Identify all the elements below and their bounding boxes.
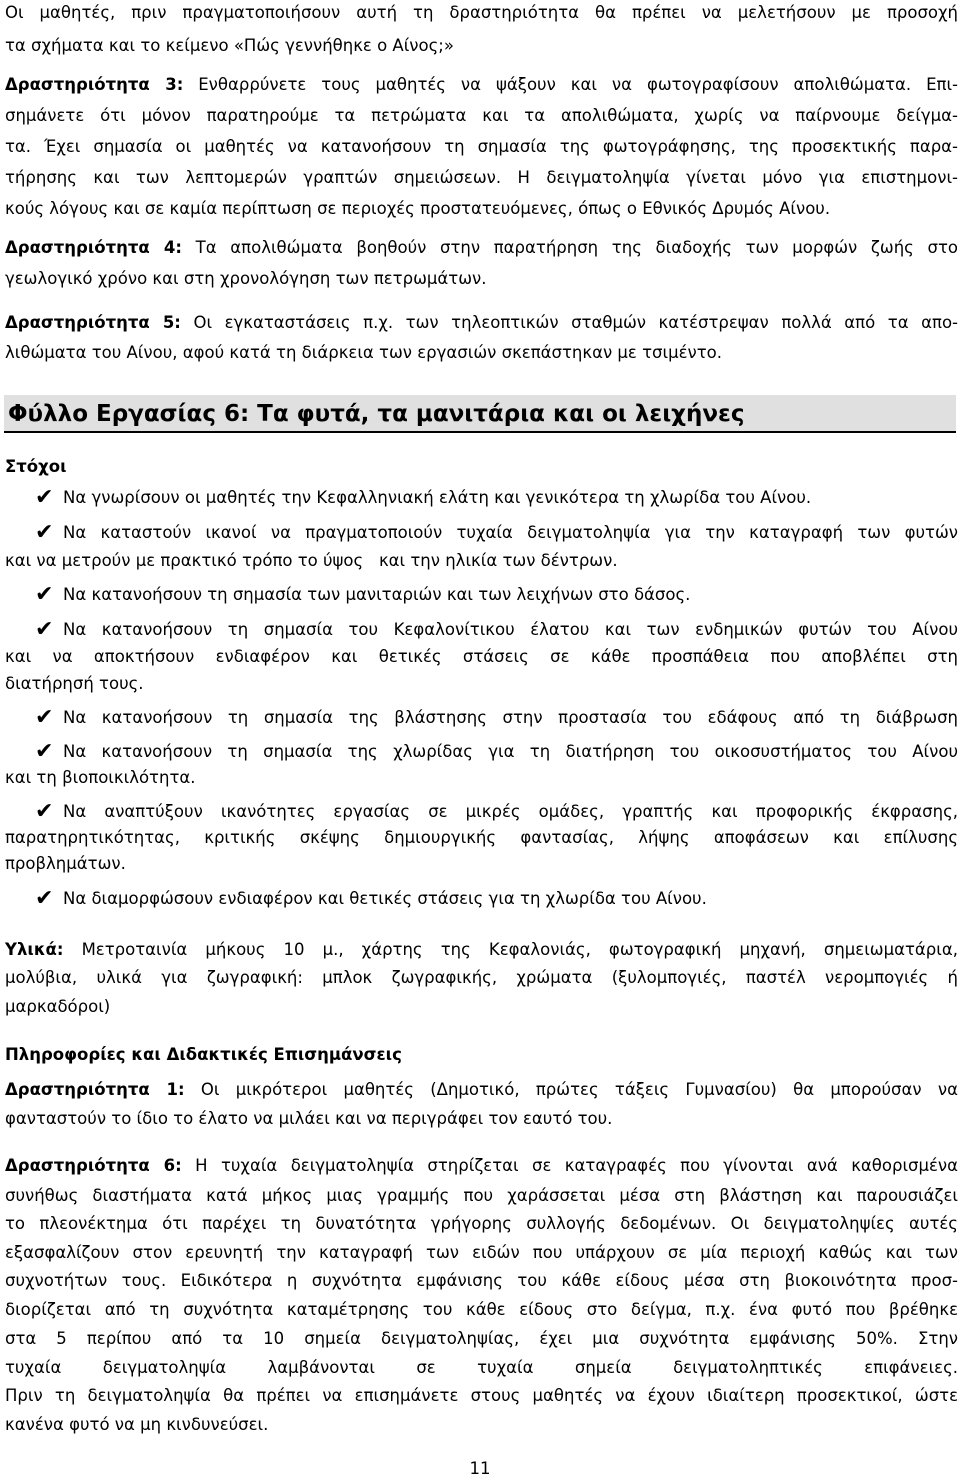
worksheet-title: Φύλλο Εργασίας 6: Τα φυτά, τα μανιτάρια και οι λειχήνες: [4, 395, 956, 433]
activity-6-line-7: στα 5 περίπου από τα 10 σημεία δειγματοληψίας, έχει μια συχνότητα εμφάνισης 50%. Στην: [5, 1329, 958, 1348]
goal-4-line-3: διατήρησή τους.: [5, 674, 144, 693]
page-number: 11: [469, 1459, 491, 1478]
activity-6-line-5: συχνοτήτων τους. Ειδικότερα η συχνότητα εμφάνισης του κάθε είδους μέσα στη βιοκοινότητα προσ-: [5, 1271, 958, 1290]
goal-6-line-1: Να κατανοήσουν τη σημασία της χλωρίδας για τη διατήρηση του οικοσυστήματος του Αίνου: [63, 742, 958, 761]
materials-line-2: μολύβια, υλικά για ζωγραφική: μπλοκ ζωγραφικής, χρώματα (ξυλομπογιές, παστέλ νερομπογιές ή: [5, 968, 958, 987]
activity-3-label: Δραστηριότητα 3:: [5, 75, 184, 94]
activity-3-line-4: τήρησης και των λεπτομερών γραπτών σημειώσεων. Η δειγματοληψία γίνεται μόνο για επιστημονι-: [5, 168, 958, 187]
materials-line-1: Υλικά: Μετροταινία μήκους 10 μ., χάρτης της Κεφαλονιάς, φωτογραφική μηχανή, σημειωματάρια,: [5, 940, 958, 959]
activity-6-line-8: τυχαία δειγματοληψία λαμβάνονται σε τυχαία σημεία δειγματοληπτικές επιφάνειες.: [5, 1358, 958, 1377]
activity-1-label: Δραστηριότητα 1:: [5, 1080, 185, 1099]
goal-6-line-2: και τη βιοποικιλότητα.: [5, 768, 196, 787]
activity-5-line-1: Δραστηριότητα 5: Οι εγκαταστάσεις π.χ. των τηλεοπτικών σταθμών κατέστρεψαν πολλά από τα απο-: [5, 313, 958, 332]
goal-5-line-1: Να κατανοήσουν τη σημασία της βλάστησης στην προστασία του εδάφους από τη διάβρωση: [63, 708, 958, 727]
activity-3-line-5: κούς λόγους και σε καμία περίπτωση σε περιοχές προστατευόμενες, όπως ο Εθνικός Δρυμός Αίνου.: [5, 199, 831, 218]
goal-7-line-1: Να αναπτύξουν ικανότητες εργασίας σε μικρές ομάδες, γραπτής και προφορικής έκφρασης,: [63, 802, 958, 821]
check-icon: ✔: [35, 582, 54, 607]
goal-2-line-2: και να μετρούν με πρακτικό τρόπο το ύψος και την ηλικία των δέντρων.: [5, 551, 618, 570]
activity-4-line-1: Δραστηριότητα 4: Τα απολιθώματα βοηθούν στην παρατήρηση της διαδοχής των μορφών ζωής στο: [5, 238, 958, 257]
activity-4-label: Δραστηριότητα 4:: [5, 238, 183, 257]
activity-4-line-2: γεωλογικό χρόνο και στη χρονολόγηση των πετρωμάτων.: [5, 269, 487, 288]
check-icon: ✔: [35, 705, 54, 730]
goal-7-line-3: προβλημάτων.: [5, 854, 126, 873]
activity-5-label: Δραστηριότητα 5:: [5, 313, 181, 332]
goal-4-line-2: και να αποκτήσουν ενδιαφέρον και θετικές στάσεις σε κάθε προσπάθεια που αποβλέπει στη: [5, 647, 958, 666]
activity-6-line-2: συνήθως διαστήματα κατά μήκος μιας γραμμής που χαράσσεται μέσα στη βλάστηση και παρουσιάζει: [5, 1186, 958, 1205]
goal-8-line-1: Να διαμορφώσουν ενδιαφέρον και θετικές στάσεις για τη χλωρίδα του Αίνου.: [63, 889, 707, 908]
activity-6-line-3: το πλεονέκτημα ότι παρέχει τη δυνατότητα γρήγορης συλλογής δεδομένων. Οι δειγματοληψίες αυτές: [5, 1214, 958, 1233]
intro-line-2: τα σχήματα και το κείμενο «Πώς γεννήθηκε ο Αίνος;»: [5, 36, 454, 55]
activity-1-line-1: Δραστηριότητα 1: Οι μικρότεροι μαθητές (Δημοτικό, πρώτες τάξεις Γυμνασίου) θα μπορούσαν να: [5, 1080, 958, 1099]
check-icon: ✔: [35, 485, 54, 510]
info-heading: Πληροφορίες και Διδακτικές Επισημάνσεις: [5, 1045, 402, 1064]
check-icon: ✔: [35, 520, 54, 545]
goal-3-line-1: Να κατανοήσουν τη σημασία των μανιταριών και των λειχήνων στο δάσος.: [63, 585, 691, 604]
goals-heading: Στόχοι: [5, 457, 67, 476]
goal-1-line-1: Να γνωρίσουν οι μαθητές την Κεφαλληνιακή ελάτη και γενικότερα τη χλωρίδα του Αίνου.: [63, 488, 812, 507]
check-icon: ✔: [35, 886, 54, 911]
check-icon: ✔: [35, 617, 54, 642]
activity-6-line-4: εξασφαλίζουν στον ερευνητή την καταγραφή των ειδών που υπάρχουν σε μία περιοχή καθώς και των: [5, 1243, 958, 1262]
materials-line-3: μαρκαδόροι): [5, 997, 111, 1016]
activity-6-line-6: διορίζεται από τη συχνότητα καταμέτρησης του κάθε είδους στο δείγμα, π.χ. ένα φυτό που βρέθηκε: [5, 1300, 958, 1319]
activity-3-line-3: τα. Έχει σημασία οι μαθητές να κατανοήσουν τη σημασία της φωτογράφησης, της προσεκτικής παρα-: [5, 137, 958, 156]
check-icon: ✔: [35, 799, 54, 824]
activity-5-line-2: λιθώματα του Αίνου, αφού κατά τη διάρκεια των εργασιών σκεπάστηκαν με τσιμέντο.: [5, 343, 722, 362]
activity-6-line-9: Πριν τη δειγματοληψία θα πρέπει να επισημάνετε στους μαθητές να έχουν ιδιαίτερη προσεκτικοί, ώστε: [5, 1386, 958, 1405]
goal-7-line-2: παρατηρητικότητας, κριτικής σκέψης δημιουργικής φαντασίας, λήψης αποφάσεων και επίλυσης: [5, 828, 958, 847]
activity-6-line-1: Δραστηριότητα 6: Η τυχαία δειγματοληψία στηρίζεται σε καταγραφές που γίνονται ανά καθορισμένα: [5, 1156, 959, 1175]
activity-6-line-10: κανένα φυτό να μη κινδυνεύσει.: [5, 1415, 269, 1434]
activity-3-line-2: σημάνετε ότι μόνον παρατηρούμε τα πετρώματα και τα απολιθώματα, χωρίς να παίρνουμε δείγμα-: [5, 106, 958, 125]
activity-3-line-1: Δραστηριότητα 3: Ενθαρρύνετε τους μαθητές να ψάξουν και να φωτογραφίσουν απολιθώματα. Επι-: [5, 75, 958, 94]
activity-6-label: Δραστηριότητα 6:: [5, 1156, 182, 1175]
goal-4-line-1: Να κατανοήσουν τη σημασία του Κεφαλονίτικου έλατου και των ενδημικών φυτών του Αίνου: [63, 620, 958, 639]
materials-label: Υλικά:: [5, 940, 64, 959]
check-icon: ✔: [35, 739, 54, 764]
goal-2-line-1: Να καταστούν ικανοί να πραγματοποιούν τυχαία δειγματοληψία για την καταγραφή των φυτών: [63, 523, 958, 542]
activity-1-line-2: φανταστούν το ίδιο το έλατο να μιλάει και να περιγράφει τον εαυτό του.: [5, 1109, 613, 1128]
intro-line-1: Οι μαθητές, πριν πραγματοποιήσουν αυτή τη δραστηριότητα θα πρέπει να μελετήσουν με προσοχή: [5, 3, 958, 22]
